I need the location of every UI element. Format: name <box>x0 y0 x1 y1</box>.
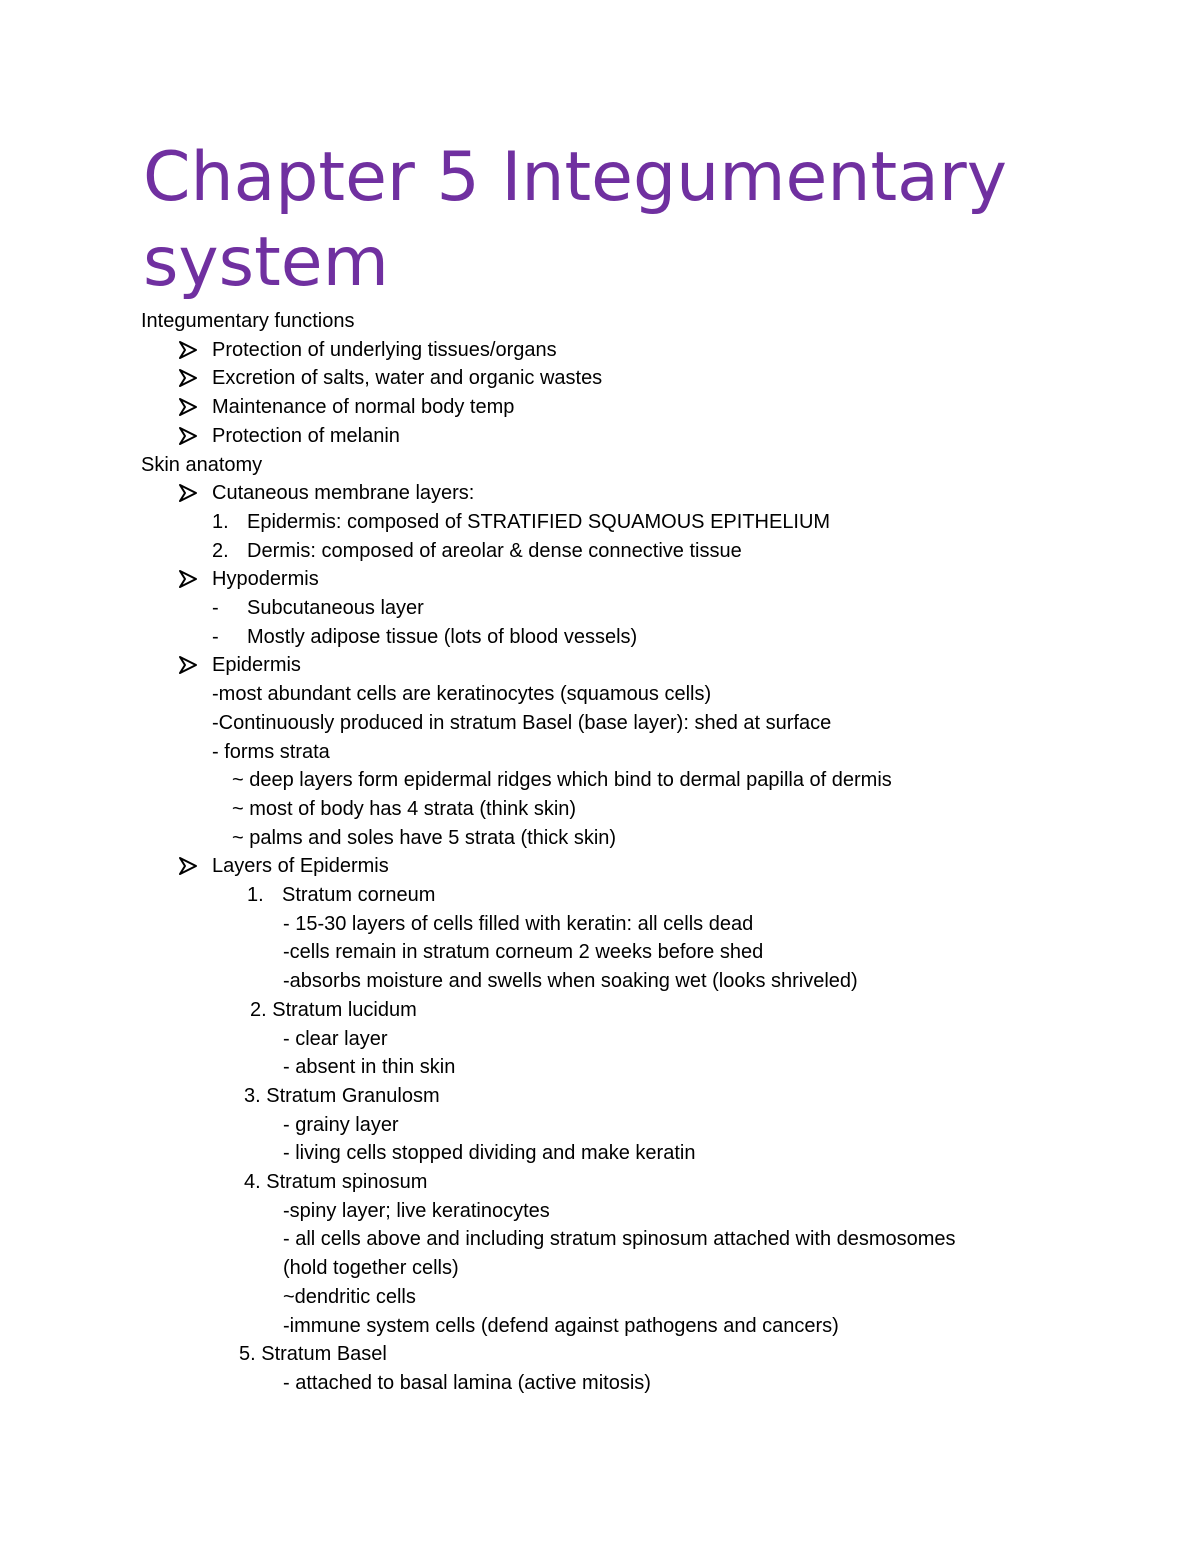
arrow-bullet-icon <box>178 368 200 390</box>
note-line: (hold together cells) <box>283 1257 459 1279</box>
list-item: Epidermis <box>212 654 301 676</box>
list-item: Hypodermis <box>212 568 319 590</box>
list-item: Layers of Epidermis <box>212 855 389 877</box>
note-line: -absorbs moisture and swells when soaking wet (looks shriveled) <box>283 970 858 992</box>
page-title: Chapter 5 Integumentary <box>143 138 1007 217</box>
note-line: - living cells stopped dividing and make keratin <box>283 1142 696 1164</box>
arrow-bullet-icon <box>178 856 200 878</box>
list-item: Cutaneous membrane layers: <box>212 482 475 504</box>
list-item: Protection of underlying tissues/organs <box>212 339 557 361</box>
list-marker: 1. <box>247 884 264 906</box>
note-line: ~ most of body has 4 strata (think skin) <box>232 798 577 820</box>
list-item: Excretion of salts, water and organic wastes <box>212 367 603 389</box>
arrow-bullet-icon <box>178 426 200 448</box>
list-item: Epidermis: composed of STRATIFIED SQUAMOUS EPITHELIUM <box>247 511 831 533</box>
list-item: Stratum corneum <box>282 884 436 906</box>
list-marker: 2. <box>212 540 229 562</box>
note-line: ~dendritic cells <box>283 1286 416 1308</box>
note-line: - attached to basal lamina (active mitosis) <box>283 1372 651 1394</box>
list-item: Dermis: composed of areolar & dense connective tissue <box>247 540 742 562</box>
note-line: ~ deep layers form epidermal ridges which bind to dermal papilla of dermis <box>232 769 892 791</box>
list-item: Maintenance of normal body temp <box>212 396 515 418</box>
arrow-bullet-icon <box>178 655 200 677</box>
note-line: 5. Stratum Basel <box>239 1343 387 1365</box>
note-line: -Continuously produced in stratum Basel (base layer): shed at surface <box>212 712 832 734</box>
page-title-continued: system <box>143 223 389 302</box>
note-line: -immune system cells (defend against pathogens and cancers) <box>283 1315 839 1337</box>
list-item: Mostly adipose tissue (lots of blood vessels) <box>247 626 638 648</box>
note-line: -spiny layer; live keratinocytes <box>283 1200 550 1222</box>
arrow-bullet-icon <box>178 569 200 591</box>
arrow-bullet-icon <box>178 483 200 505</box>
note-line: - absent in thin skin <box>283 1056 456 1078</box>
arrow-bullet-icon <box>178 397 200 419</box>
list-marker: - <box>212 626 219 648</box>
note-line: -cells remain in stratum corneum 2 weeks before shed <box>283 941 764 963</box>
note-line: Integumentary functions <box>141 310 355 332</box>
note-line: 4. Stratum spinosum <box>244 1171 428 1193</box>
note-line: Skin anatomy <box>141 454 263 476</box>
note-line: ~ palms and soles have 5 strata (thick skin) <box>232 827 617 849</box>
note-line: - all cells above and including stratum spinosum attached with desmosomes <box>283 1228 956 1250</box>
list-item: Subcutaneous layer <box>247 597 424 619</box>
list-marker: - <box>212 597 219 619</box>
note-line: 3. Stratum Granulosm <box>244 1085 440 1107</box>
note-line: - clear layer <box>283 1028 388 1050</box>
list-marker: 1. <box>212 511 229 533</box>
arrow-bullet-icon <box>178 340 200 362</box>
note-line: -most abundant cells are keratinocytes (squamous cells) <box>212 683 712 705</box>
note-line: - forms strata <box>212 741 330 763</box>
note-line: 2. Stratum lucidum <box>250 999 417 1021</box>
list-item: Protection of melanin <box>212 425 400 447</box>
note-line: - grainy layer <box>283 1114 399 1136</box>
note-line: - 15-30 layers of cells filled with keratin: all cells dead <box>283 913 754 935</box>
